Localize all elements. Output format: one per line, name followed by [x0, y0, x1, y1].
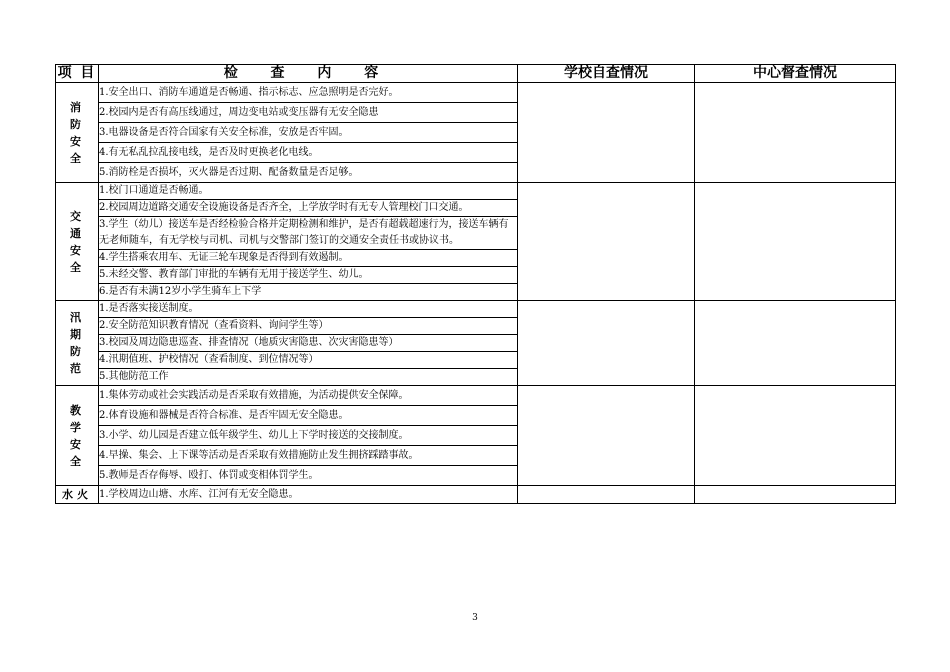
safety-inspection-table: [55, 64, 896, 504]
category-cell-teaching: [56, 386, 99, 486]
check-item: 5.未经交警、教育部门审批的车辆有无用于接送学生、幼儿。: [99, 267, 518, 284]
category-label: 汛期防范: [70, 311, 84, 375]
header-item: 项 目: [56, 65, 99, 83]
check-item: 2.安全防范知识教育情况（查看资料、询问学生等）: [99, 318, 518, 335]
header-center-check: 中心督查情况: [695, 65, 896, 83]
category-cell-traffic: [56, 183, 99, 301]
table-row: [56, 486, 896, 504]
self-check-cell[interactable]: [518, 301, 695, 386]
category-cell-fire: [56, 83, 99, 183]
check-item: 5.其他防范工作: [99, 369, 518, 386]
center-check-cell[interactable]: [695, 386, 896, 486]
page-number: 3: [472, 613, 478, 623]
check-item: 4.有无私乱拉乱接电线，是否及时更换老化电线。: [99, 143, 518, 163]
category-cell-flood: [56, 301, 99, 386]
check-item: 4.学生搭乘农用车、无证三轮车现象是否得到有效遏制。: [99, 250, 518, 267]
check-item: 2.校园内是否有高压线通过，周边变电站或变压器有无安全隐患: [99, 103, 518, 123]
check-item: 1.学校周边山塘、水库、江河有无安全隐患。: [99, 486, 518, 504]
check-item: 1.校门口通道是否畅通。: [99, 183, 518, 200]
check-item: 3.小学、幼儿园是否建立低年级学生、幼儿上下学时接送的交接制度。: [99, 426, 518, 446]
center-check-cell[interactable]: [695, 486, 896, 504]
check-item: 5.消防栓是否损坏，灭火器是否过期、配备数量是否足够。: [99, 163, 518, 183]
category-label: 交通安全: [70, 209, 84, 274]
check-item: 4.汛期值班、护校情况（查看制度、到位情况等）: [99, 352, 518, 369]
check-item: 3.学生（幼儿）接送车是否经检验合格并定期检测和维护，是否有超载超速行为，接送车辆有无老师随车，有无学校与司机、司机与交警部门签订的交通安全责任书或协议书。: [99, 217, 518, 250]
self-check-cell[interactable]: [518, 183, 695, 301]
category-label: 水火: [62, 488, 92, 501]
check-item: 3.校园及周边隐患巡查、排查情况（地质灾害隐患、次灾害隐患等）: [99, 335, 518, 352]
check-item: 3.电器设备是否符合国家有关安全标准，安放是否牢固。: [99, 123, 518, 143]
header-self-check: 学校自查情况: [518, 65, 695, 83]
check-item: 1.安全出口、消防车通道是否畅通、指示标志、应急照明是否完好。: [99, 83, 518, 103]
check-item: 1.是否落实接送制度。: [99, 301, 518, 318]
check-item: 1.集体劳动或社会实践活动是否采取有效措施，为活动提供安全保障。: [99, 386, 518, 406]
check-item: 6.是否有未满12岁小学生骑车上下学: [99, 284, 518, 301]
center-check-cell[interactable]: [695, 301, 896, 386]
self-check-cell[interactable]: [518, 386, 695, 486]
table-row: [56, 183, 896, 200]
table-row: [56, 386, 896, 406]
check-item: 2.体育设施和器械是否符合标准、是否牢固无安全隐患。: [99, 406, 518, 426]
self-check-cell[interactable]: [518, 486, 695, 504]
table-header-row: [56, 65, 896, 83]
check-item: 5.教师是否存侮辱、殴打、体罚或变相体罚学生。: [99, 466, 518, 486]
category-label: 消防安全: [70, 100, 84, 165]
center-check-cell[interactable]: [695, 83, 896, 183]
category-cell-water-fire: [56, 486, 99, 504]
check-item: 2.校园周边道路交通安全设施设备是否齐全，上学放学时有无专人管理校门口交通。: [99, 200, 518, 217]
center-check-cell[interactable]: [695, 183, 896, 301]
header-content: 检 查 内 容: [99, 65, 518, 83]
table-row: [56, 83, 896, 103]
table-row: [56, 301, 896, 318]
self-check-cell[interactable]: [518, 83, 695, 183]
category-label: 教学安全: [70, 403, 84, 468]
check-item: 4.早操、集会、上下课等活动是否采取有效措施防止发生拥挤踩踏事故。: [99, 446, 518, 466]
